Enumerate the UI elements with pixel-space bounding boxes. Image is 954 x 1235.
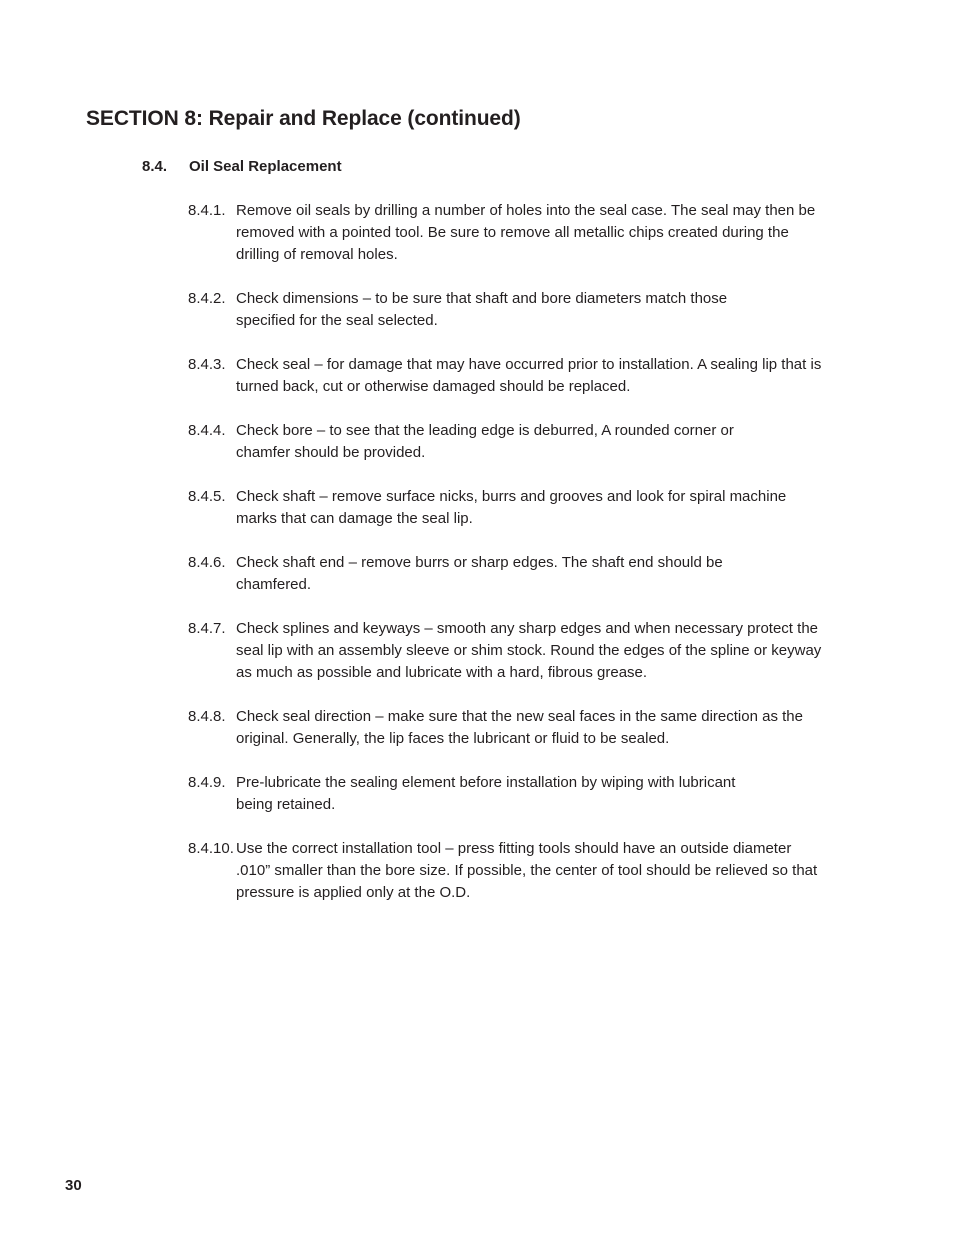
item-number: 8.4.4. (188, 422, 226, 439)
instruction-item-8-4-9 (188, 772, 828, 816)
item-text: Remove oil seals by drilling a number of holes into the seal case. The seal may then be removed with a pointed tool. Be sure to remove all metallic chips created during the drilling of removal holes. (236, 202, 816, 263)
subsection-number: 8.4. (142, 158, 168, 175)
instruction-item-8-4-8 (188, 706, 828, 750)
item-number: 8.4.10. (188, 840, 234, 857)
item-number: 8.4.5. (188, 488, 226, 505)
instruction-item-8-4-2 (188, 288, 828, 332)
page-number: 30 (65, 1177, 82, 1194)
subsection-heading (142, 158, 342, 175)
item-number: 8.4.1. (188, 202, 226, 219)
item-text: Check shaft – remove surface nicks, burrs and grooves and look for spiral machine marks that can damage the seal lip. (236, 488, 787, 527)
item-number: 8.4.2. (188, 290, 226, 307)
item-text: Check seal direction – make sure that the new seal faces in the same direction as the original. Generally, the lip faces the lubricant or fluid to be sealed. (236, 708, 803, 747)
item-number: 8.4.3. (188, 356, 226, 373)
instruction-list (188, 200, 828, 926)
item-text: Check bore – to see that the leading edge is deburred, A rounded corner or chamfer should be provided. (236, 422, 734, 461)
item-text: Pre-lubricate the sealing element before installation by wiping with lubricant being retained. (236, 774, 736, 813)
subsection-title: Oil Seal Replacement (189, 158, 342, 175)
item-text: Check shaft end – remove burrs or sharp edges. The shaft end should be chamfered. (236, 554, 723, 593)
instruction-item-8-4-7 (188, 618, 828, 684)
item-number: 8.4.6. (188, 554, 226, 571)
item-number: 8.4.9. (188, 774, 226, 791)
item-number: 8.4.7. (188, 620, 226, 637)
item-text: Use the correct installation tool – press fitting tools should have an outside diameter .010” smaller than the bore size. If possible, the center of tool should be relieved so that pressure is applied only at the O.D. (236, 840, 818, 901)
instruction-item-8-4-10 (188, 838, 828, 904)
item-text: Check splines and keyways – smooth any sharp edges and when necessary protect the seal lip with an assembly sleeve or shim stock. Round the edges of the spline or keyway as much as possible and lubricate with a hard, fibrous grease. (236, 620, 822, 681)
item-text: Check dimensions – to be sure that shaft and bore diameters match those specified for the seal selected. (236, 290, 728, 329)
instruction-item-8-4-6 (188, 552, 828, 596)
item-text: Check seal – for damage that may have occurred prior to installation. A sealing lip that is turned back, cut or otherwise damaged should be replaced. (236, 356, 822, 395)
instruction-item-8-4-3 (188, 354, 828, 398)
instruction-item-8-4-4 (188, 420, 828, 464)
instruction-item-8-4-5 (188, 486, 828, 530)
item-number: 8.4.8. (188, 708, 226, 725)
instruction-item-8-4-1 (188, 200, 828, 266)
section-title: SECTION 8: Repair and Replace (continued) (86, 107, 521, 130)
